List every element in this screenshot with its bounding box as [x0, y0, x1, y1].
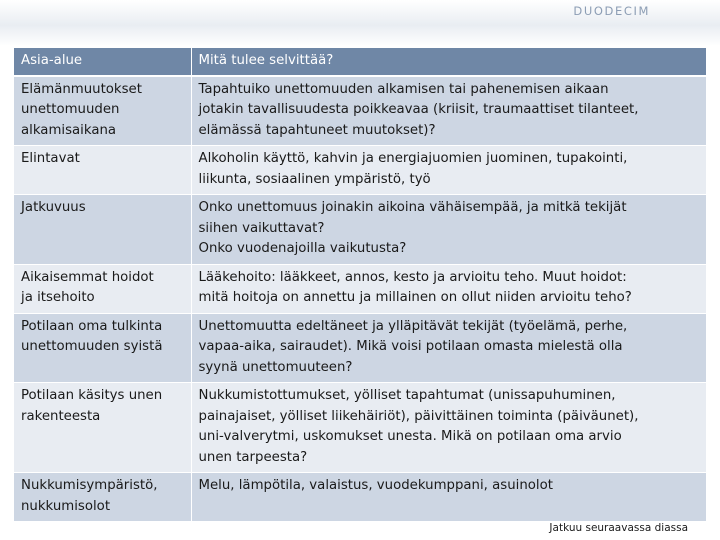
continued-note: Jatkuu seuraavassa diassa	[549, 522, 688, 534]
question-text: Onko vuodenajoilla vaikutusta?	[198, 241, 407, 256]
area-text: Aikaisemmat hoidot	[21, 269, 154, 285]
area-text: unettomuuden syistä	[21, 339, 163, 354]
table-header-row	[14, 48, 706, 76]
area-text: unettomuuden	[21, 102, 120, 117]
question-text: Melu, lämpötila, valaistus, vuodekumppani, asuinolot	[198, 478, 553, 493]
table-body	[14, 76, 706, 522]
table-row	[14, 264, 706, 313]
area-cell	[14, 313, 191, 383]
question-cell	[191, 76, 706, 146]
question-text: Lääkehoito: lääkkeet, annos, kesto ja arvioitu teho. Muut hoidot:	[198, 269, 627, 285]
question-cell	[191, 195, 706, 265]
question-text: unen tarpeesta?	[198, 449, 308, 465]
column-header-area: Asia-alue	[14, 48, 191, 76]
question-cell	[191, 383, 706, 473]
area-text: Elämänmuutokset	[21, 81, 142, 97]
area-cell	[14, 146, 191, 195]
area-cell	[14, 473, 191, 522]
area-cell	[14, 76, 191, 146]
sleep-assessment-table	[14, 48, 707, 522]
question-text: Alkoholin käyttö, kahvin ja energiajuomien juominen, tupakointi,	[198, 151, 628, 166]
question-text: Unettomuutta edeltäneet ja ylläpitävät tekijät (työelämä, perhe,	[198, 318, 628, 334]
area-text: alkamisaikana	[21, 122, 117, 138]
area-text: ja itsehoito	[21, 290, 95, 305]
table-row	[14, 473, 706, 522]
area-cell	[14, 195, 191, 265]
column-header-question: Mitä tulee selvittää?	[191, 48, 706, 76]
table-row	[14, 76, 706, 146]
area-text: Elintavat	[21, 151, 80, 166]
question-text: jotakin tavallisuudesta poikkeavaa (kriisit, traumaattiset tilanteet,	[198, 102, 639, 117]
area-text: rakenteesta	[21, 408, 101, 424]
question-text: painajaiset, yölliset liikehäiriöt), päivittäinen toiminta (päiväunet),	[198, 408, 639, 424]
area-cell	[14, 383, 191, 473]
table-row	[14, 383, 706, 473]
area-text: Nukkumisympäristö,	[21, 478, 158, 493]
area-text: Potilaan käsitys unen	[21, 388, 163, 403]
question-text: mitä hoitoja on annettu ja millainen on ollut niiden arvioitu teho?	[198, 290, 632, 305]
question-text: liikunta, sosiaalinen ympäristö, työ	[198, 171, 431, 187]
question-text: siihen vaikuttavat?	[198, 220, 325, 236]
question-text: elämässä tapahtuneet muutokset)?	[198, 122, 436, 138]
table-row	[14, 313, 706, 383]
area-text: Potilaan oma tulkinta	[21, 318, 163, 334]
duodecim-logo: DUODECIM	[573, 4, 650, 18]
area-cell	[14, 264, 191, 313]
area-text: Jatkuvuus	[21, 200, 86, 215]
table-row	[14, 195, 706, 265]
question-cell	[191, 264, 706, 313]
question-text: syynä unettomuuteen?	[198, 359, 353, 375]
question-text: vapaa-aika, sairaudet). Mikä voisi potilaan omasta mielestä olla	[198, 339, 623, 354]
question-text: Nukkumistottumukset, yölliset tapahtumat (unissapuhuminen,	[198, 388, 616, 403]
question-cell	[191, 473, 706, 522]
question-text: Onko unettomuus joinakin aikoina vähäisempää, ja mitkä tekijät	[198, 200, 627, 215]
question-text: Tapahtuiko unettomuuden alkamisen tai pahenemisen aikaan	[198, 81, 609, 97]
area-text: nukkumisolot	[21, 498, 111, 514]
question-text: uni-valverytmi, uskomukset unesta. Mikä on potilaan oma arvio	[198, 429, 622, 444]
question-cell	[191, 313, 706, 383]
table-row	[14, 146, 706, 195]
question-cell	[191, 146, 706, 195]
